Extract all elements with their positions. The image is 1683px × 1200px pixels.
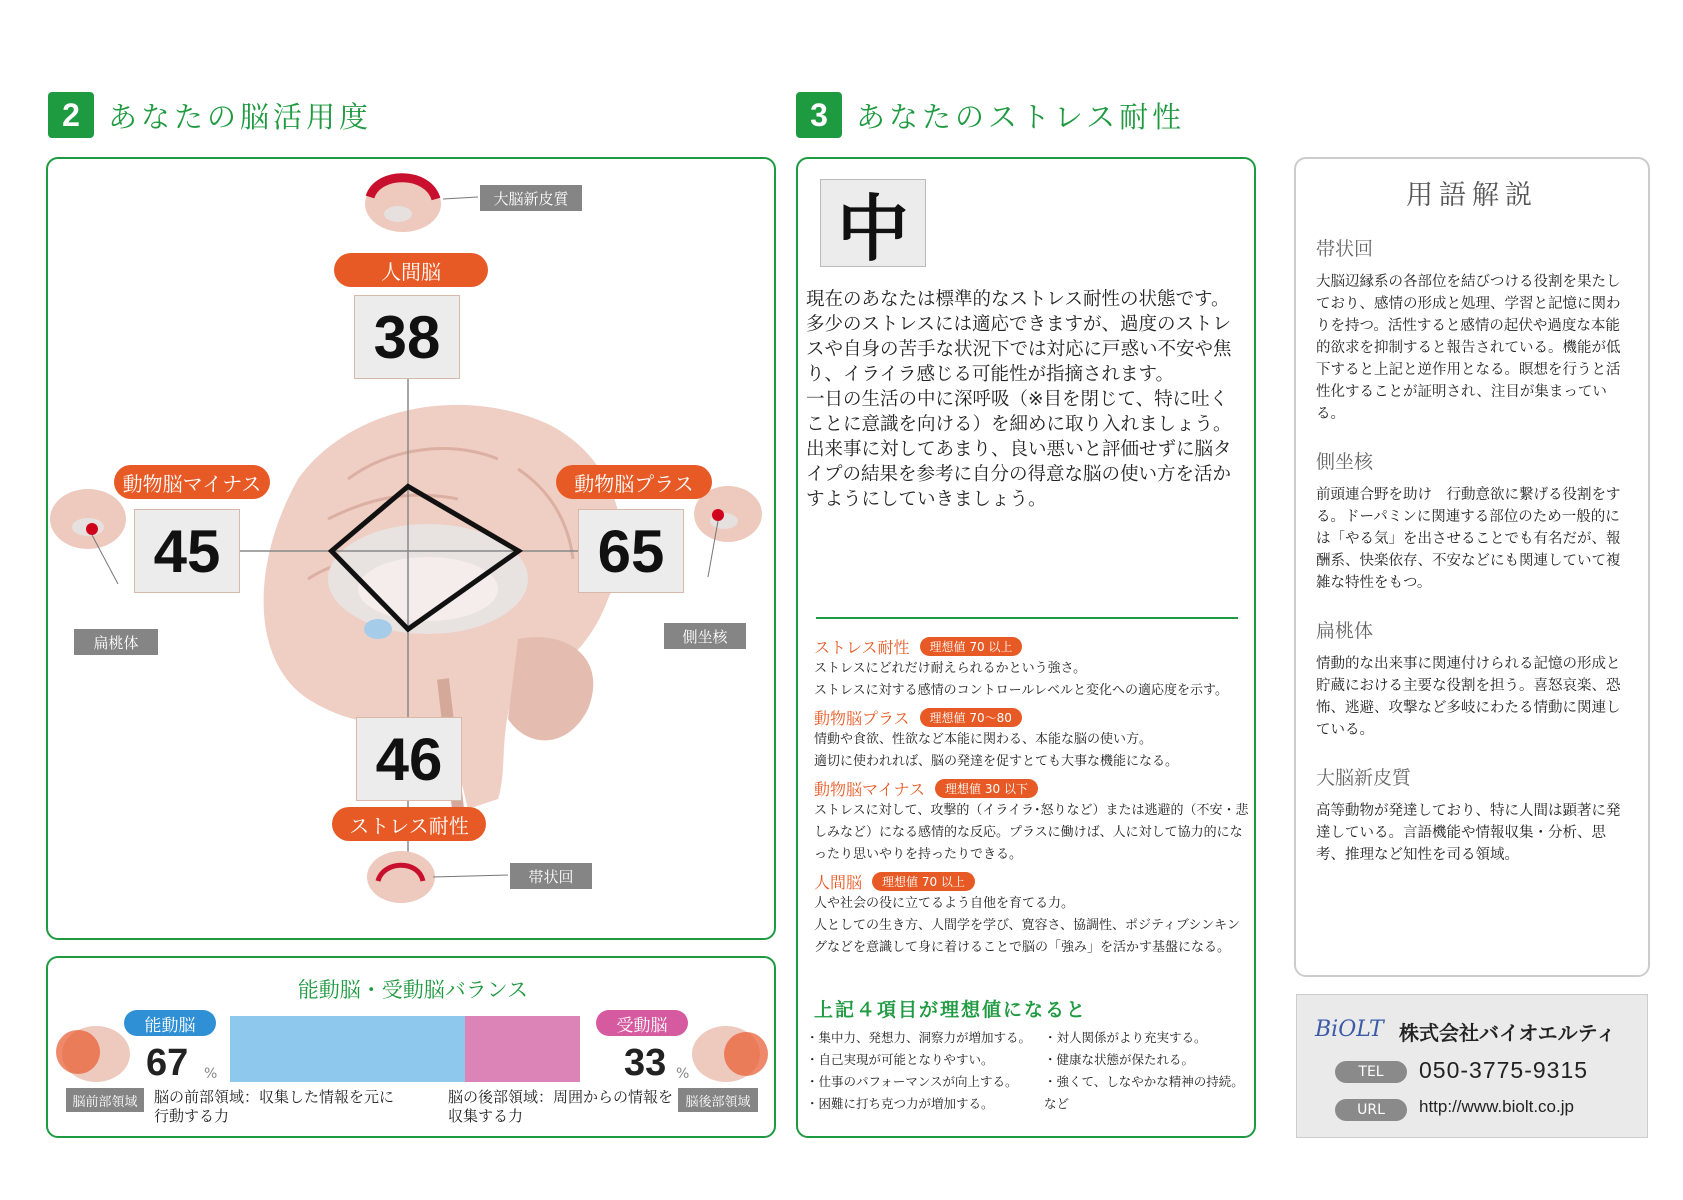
section2-heading: あなたの脳活用度 (108, 99, 373, 134)
section2-number: 2 (48, 92, 94, 138)
tel-label: TEL (1335, 1061, 1407, 1083)
definition-heading: 動物脳マイナス 理想値 30 以下 (814, 777, 1250, 800)
glossary-desc: 高等動物が発達しており、特に人間は顕著に発達している。言語機能や情報収集・分析、思考、推理など知性を司る領域。 (1316, 803, 1621, 863)
score-animal-plus: 65 (578, 509, 684, 593)
company-url[interactable]: http://www.biolt.co.jp (1419, 1097, 1574, 1116)
amygdala-brain-icon (50, 489, 126, 584)
active-brain-desc: 脳の前部領域：収集した情報を元に行動する力 (154, 1088, 395, 1125)
benefit-item: ・強くて、しなやかな精神の持続。 (1044, 1074, 1244, 1089)
glossary-title: 用語解説 (1406, 180, 1538, 211)
url-label: URL (1335, 1099, 1407, 1121)
label-animal-minus: 動物脳マイナス (114, 465, 270, 499)
balance-panel (46, 956, 776, 1138)
benefit-item: ・仕事のパフォーマンスが向上する。 (806, 1074, 1018, 1089)
definition-heading: 動物脳プラス 理想値 70〜80 (814, 706, 1250, 729)
section3-title (796, 92, 1185, 138)
passive-brain-desc: 脳の後部領域：周囲からの情報を収集する力 (448, 1088, 674, 1125)
active-brain-value: 67 (146, 1042, 189, 1084)
glossary-term: 側坐核 (1316, 451, 1374, 473)
neocortex-brain-icon (365, 176, 478, 232)
benefit-item: ・自己実現が可能となりやすい。 (806, 1052, 994, 1067)
label-stress-tolerance: ストレス耐性 (332, 807, 486, 841)
benefits-right (1044, 1027, 1254, 1115)
definition-heading: ストレス耐性 理想値 70 以上 (814, 635, 1250, 658)
score-animal-minus: 45 (134, 509, 240, 593)
balance-bar (230, 1016, 580, 1082)
benefit-item: など (1044, 1096, 1070, 1111)
frontal-brain-icon (56, 1022, 132, 1086)
stress-panel (796, 157, 1256, 1138)
benefit-item: ・困難に打ち克つ力が増加する。 (806, 1096, 994, 1111)
glossary-desc: 情動的な出来事に関連付けられる記憶の形成と貯蔵における主要な役割を担う。喜怒哀楽、恐怖、逃避、攻撃など多岐にわたる情動に関連している。 (1316, 656, 1621, 738)
posterior-region-tag: 脳後部領域 (678, 1088, 758, 1112)
divider (816, 617, 1238, 619)
brain-panel (46, 157, 776, 940)
frontal-region-tag: 脳前部領域 (66, 1088, 144, 1112)
section3-number: 3 (796, 92, 842, 138)
active-brain-label: 能動脳 (124, 1010, 216, 1036)
definitions-list (814, 631, 1250, 959)
stress-paragraph: 現在のあなたは標準的なストレス耐性の状態です。多少のストレスには適応できますが、過度のストレスや自身の苦手な状況下では対応に戸惑い不安や焦り、イライラ感じる可能性が指摘されます。 (806, 289, 1232, 385)
label-animal-plus: 動物脳プラス (556, 465, 712, 499)
benefit-item: ・集中力、発想力、洞察力が増加する。 (806, 1030, 1032, 1045)
definition-line: 適切に使われれば、脳の発達を促すとても大事な機能になる。 (814, 754, 1179, 769)
glossary-desc: 大脳辺縁系の各部位を結びつける役割を果たしており、感情の形成と処理、学習と記憶に関わりを持つ。活性すると感情の起伏や過度な本能的欲求を抑制すると報告されている。機能が低下すると上記と逆作用となる。瞑想を行うと活性化することが証明され、注目が集まっている。 (1316, 274, 1621, 422)
benefit-item: ・健康な状態が保たれる。 (1044, 1052, 1195, 1067)
definition-line: ストレスにどれだけ耐えられるかという強さ。 (814, 661, 1087, 676)
passive-brain-unit: % (676, 1066, 690, 1082)
definition-line: 人や社会の役に立てるよう自他を育てる力。 (814, 896, 1075, 911)
company-name: 株式会社バイオエルティ (1399, 1021, 1616, 1045)
company-box (1296, 994, 1648, 1138)
benefit-title: 上記４項目が理想値になると (814, 999, 1088, 1021)
cingulate-brain-icon (367, 851, 508, 903)
definition-line: 人としての生き方、人間学を学び、寛容さ、協調性、ポジティブシンキングなどを意識して身に着けることで脳の「強み」を活かす基盤になる。 (814, 918, 1240, 955)
section3-heading: あなたのストレス耐性 (856, 99, 1186, 134)
benefit-item: ・対人関係がより充実する。 (1044, 1030, 1207, 1045)
accumbens-brain-icon (694, 486, 762, 577)
region-tag-amygdala: 扁桃体 (74, 629, 158, 655)
region-tag-cingulate: 帯状回 (510, 863, 592, 889)
passive-brain-value: 33 (624, 1042, 667, 1084)
region-tag-neocortex: 大脳新皮質 (480, 185, 582, 211)
definition-line: 情動や食欲、性欲など本能に関わる、本能な脳の使い方。 (814, 732, 1153, 747)
stress-paragraph: 一日の生活の中に深呼吸（※目を閉じて、特に吐くことに意識を向ける）を細めに取り入れましょう。出来事に対してあまり、良い悪いと評価せずに脳タイプの結果を参考に自分の得意な脳の使い方を活かすようにしていきましょう。 (806, 389, 1232, 510)
definition-line: ストレスに対して、攻撃的（イライラ･怒りなど）または逃避的（不安・悲しみなど）になる感情的な反応。プラスに働けば、人に対して協力的になったり思いやりを持ったりできる。 (814, 803, 1249, 862)
benefits-left (806, 1027, 1036, 1115)
stress-description (806, 287, 1246, 512)
section2-title (48, 92, 372, 138)
score-stress-tolerance: 46 (356, 717, 462, 801)
posterior-brain-icon (688, 1022, 768, 1086)
stress-level-box: 中 (820, 179, 926, 267)
region-tag-accumbens: 側坐核 (664, 623, 746, 649)
glossary-desc: 前頭連合野を助け 行動意欲に繋げる役割をする。ドーパミンに関連する部位のため一般的には「やる気」を出させることでも有名だが、報酬系、快楽依存、不安などにも関連していて複雑な特性をもつ。 (1316, 487, 1621, 591)
score-human-brain: 38 (354, 295, 460, 379)
company-tel[interactable]: 050-3775-9315 (1419, 1057, 1589, 1083)
active-brain-unit: % (204, 1066, 218, 1082)
passive-brain-label: 受動脳 (596, 1010, 688, 1036)
label-human-brain: 人間脳 (334, 253, 488, 287)
balance-bar-active (230, 1016, 465, 1082)
glossary-term: 大脳新皮質 (1316, 767, 1412, 789)
glossary-term: 扁桃体 (1316, 620, 1374, 642)
company-logo: BiOLT (1315, 1017, 1384, 1042)
balance-bar-passive (465, 1016, 581, 1082)
definition-heading: 人間脳 理想値 70 以上 (814, 870, 1250, 893)
definition-line: ストレスに対する感情のコントロールレベルと変化への適応度を示す。 (814, 683, 1228, 698)
balance-title: 能動脳・受動脳バランス (297, 978, 529, 1002)
glossary-term: 帯状回 (1316, 238, 1374, 260)
glossary-panel (1294, 157, 1650, 977)
